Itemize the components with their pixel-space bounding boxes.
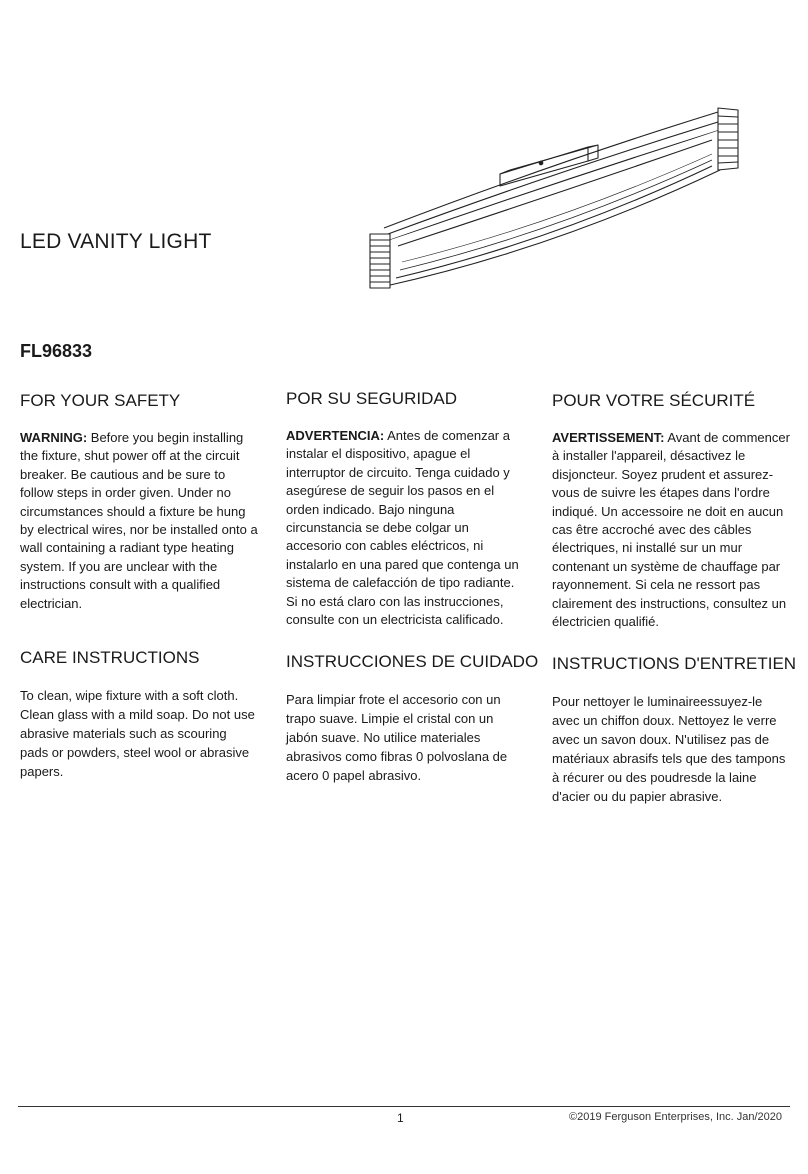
warning-label-es: ADVERTENCIA:	[286, 428, 385, 443]
document-title: LED VANITY LIGHT	[20, 230, 212, 253]
english-column	[20, 391, 260, 779]
warning-body-en: Before you begin installing the fixture, shut power off at the circuit breaker. Be cautious and be sure to follow steps in order given. Under no circumstances should a fixture be hung by electrical wires, nor be installed onto a wall containing a radiant type heating system. If you are unclear with the instructions consult with a qualified electrician.	[20, 430, 258, 611]
warning-text-fr	[552, 429, 790, 631]
vanity-light-illustration	[366, 100, 742, 296]
spanish-column	[286, 389, 539, 783]
care-heading-en: CARE INSTRUCTIONS	[20, 648, 200, 667]
warning-text-en	[20, 429, 260, 613]
warning-body-fr: Avant de commencer à installer l'appareil, désactivez le disjoncteur. Soyez prudent et assurez-vous de suivre les étapes dans l'ordre indiqué. Un accessoire ne doit en aucun cas être accroché avec des câbles électriques, ni installé sur un mur contenant un système de chauffage par rayonnement. Si cela ne ressort pas clairement des instructions, consultez un électricien qualifié.	[552, 430, 790, 630]
care-text-es: Para limpiar frote el accesorio con un trapo suave. Limpie el cristal con un jabón suave. No utilice materiales abrasivos como fibras 0 polvoslana de acero 0 papel abrasivo.	[286, 692, 508, 783]
safety-heading-en: FOR YOUR SAFETY	[20, 391, 181, 410]
safety-heading-fr: POUR VOTRE SÉCURITÉ	[552, 391, 756, 410]
warning-text-es	[286, 427, 520, 629]
footer-divider	[18, 1106, 790, 1107]
copyright-notice: ©2019 Ferguson Enterprises, Inc. Jan/2020	[569, 1111, 782, 1123]
model-number: FL96833	[20, 341, 93, 361]
care-heading-es: INSTRUCCIONES DE CUIDADO	[286, 652, 539, 671]
page-number: 1	[397, 1111, 404, 1125]
safety-heading-es: POR SU SEGURIDAD	[286, 389, 457, 408]
care-heading-fr: INSTRUCTIONS D'ENTRETIEN	[552, 654, 797, 673]
warning-body-es: Antes de comenzar a instalar el dispositivo, apague el interruptor de circuito. Tenga cuidado y asegúrese de seguir los pasos en el orden indicado. Bajo ninguna circunstancia se debe colgar un accesorio con cables eléctricos, ni instalarlo en una pared que contenga un sistema de calefacción de tipo radiante. Si no está claro con las instrucciones, consulte con un electricista calificado.	[286, 428, 519, 628]
care-text-fr: Pour nettoyer le luminaireessuyez-le avec un chiffon doux. Nettoyez le verre avec un savon doux. N'utilisez pas de matériaux abrasifs tels que des tampons à récurer ou des poudresde la laine d'acier ou du papier abrasive.	[552, 694, 786, 804]
warning-label-en: WARNING:	[20, 430, 88, 445]
care-text-en: To clean, wipe fixture with a soft cloth. Clean glass with a mild soap. Do not use abrasive materials such as scouring pads or powders, steel wool or abrasive papers.	[20, 688, 255, 779]
warning-label-fr: AVERTISSEMENT:	[552, 430, 665, 445]
french-column	[552, 391, 797, 804]
